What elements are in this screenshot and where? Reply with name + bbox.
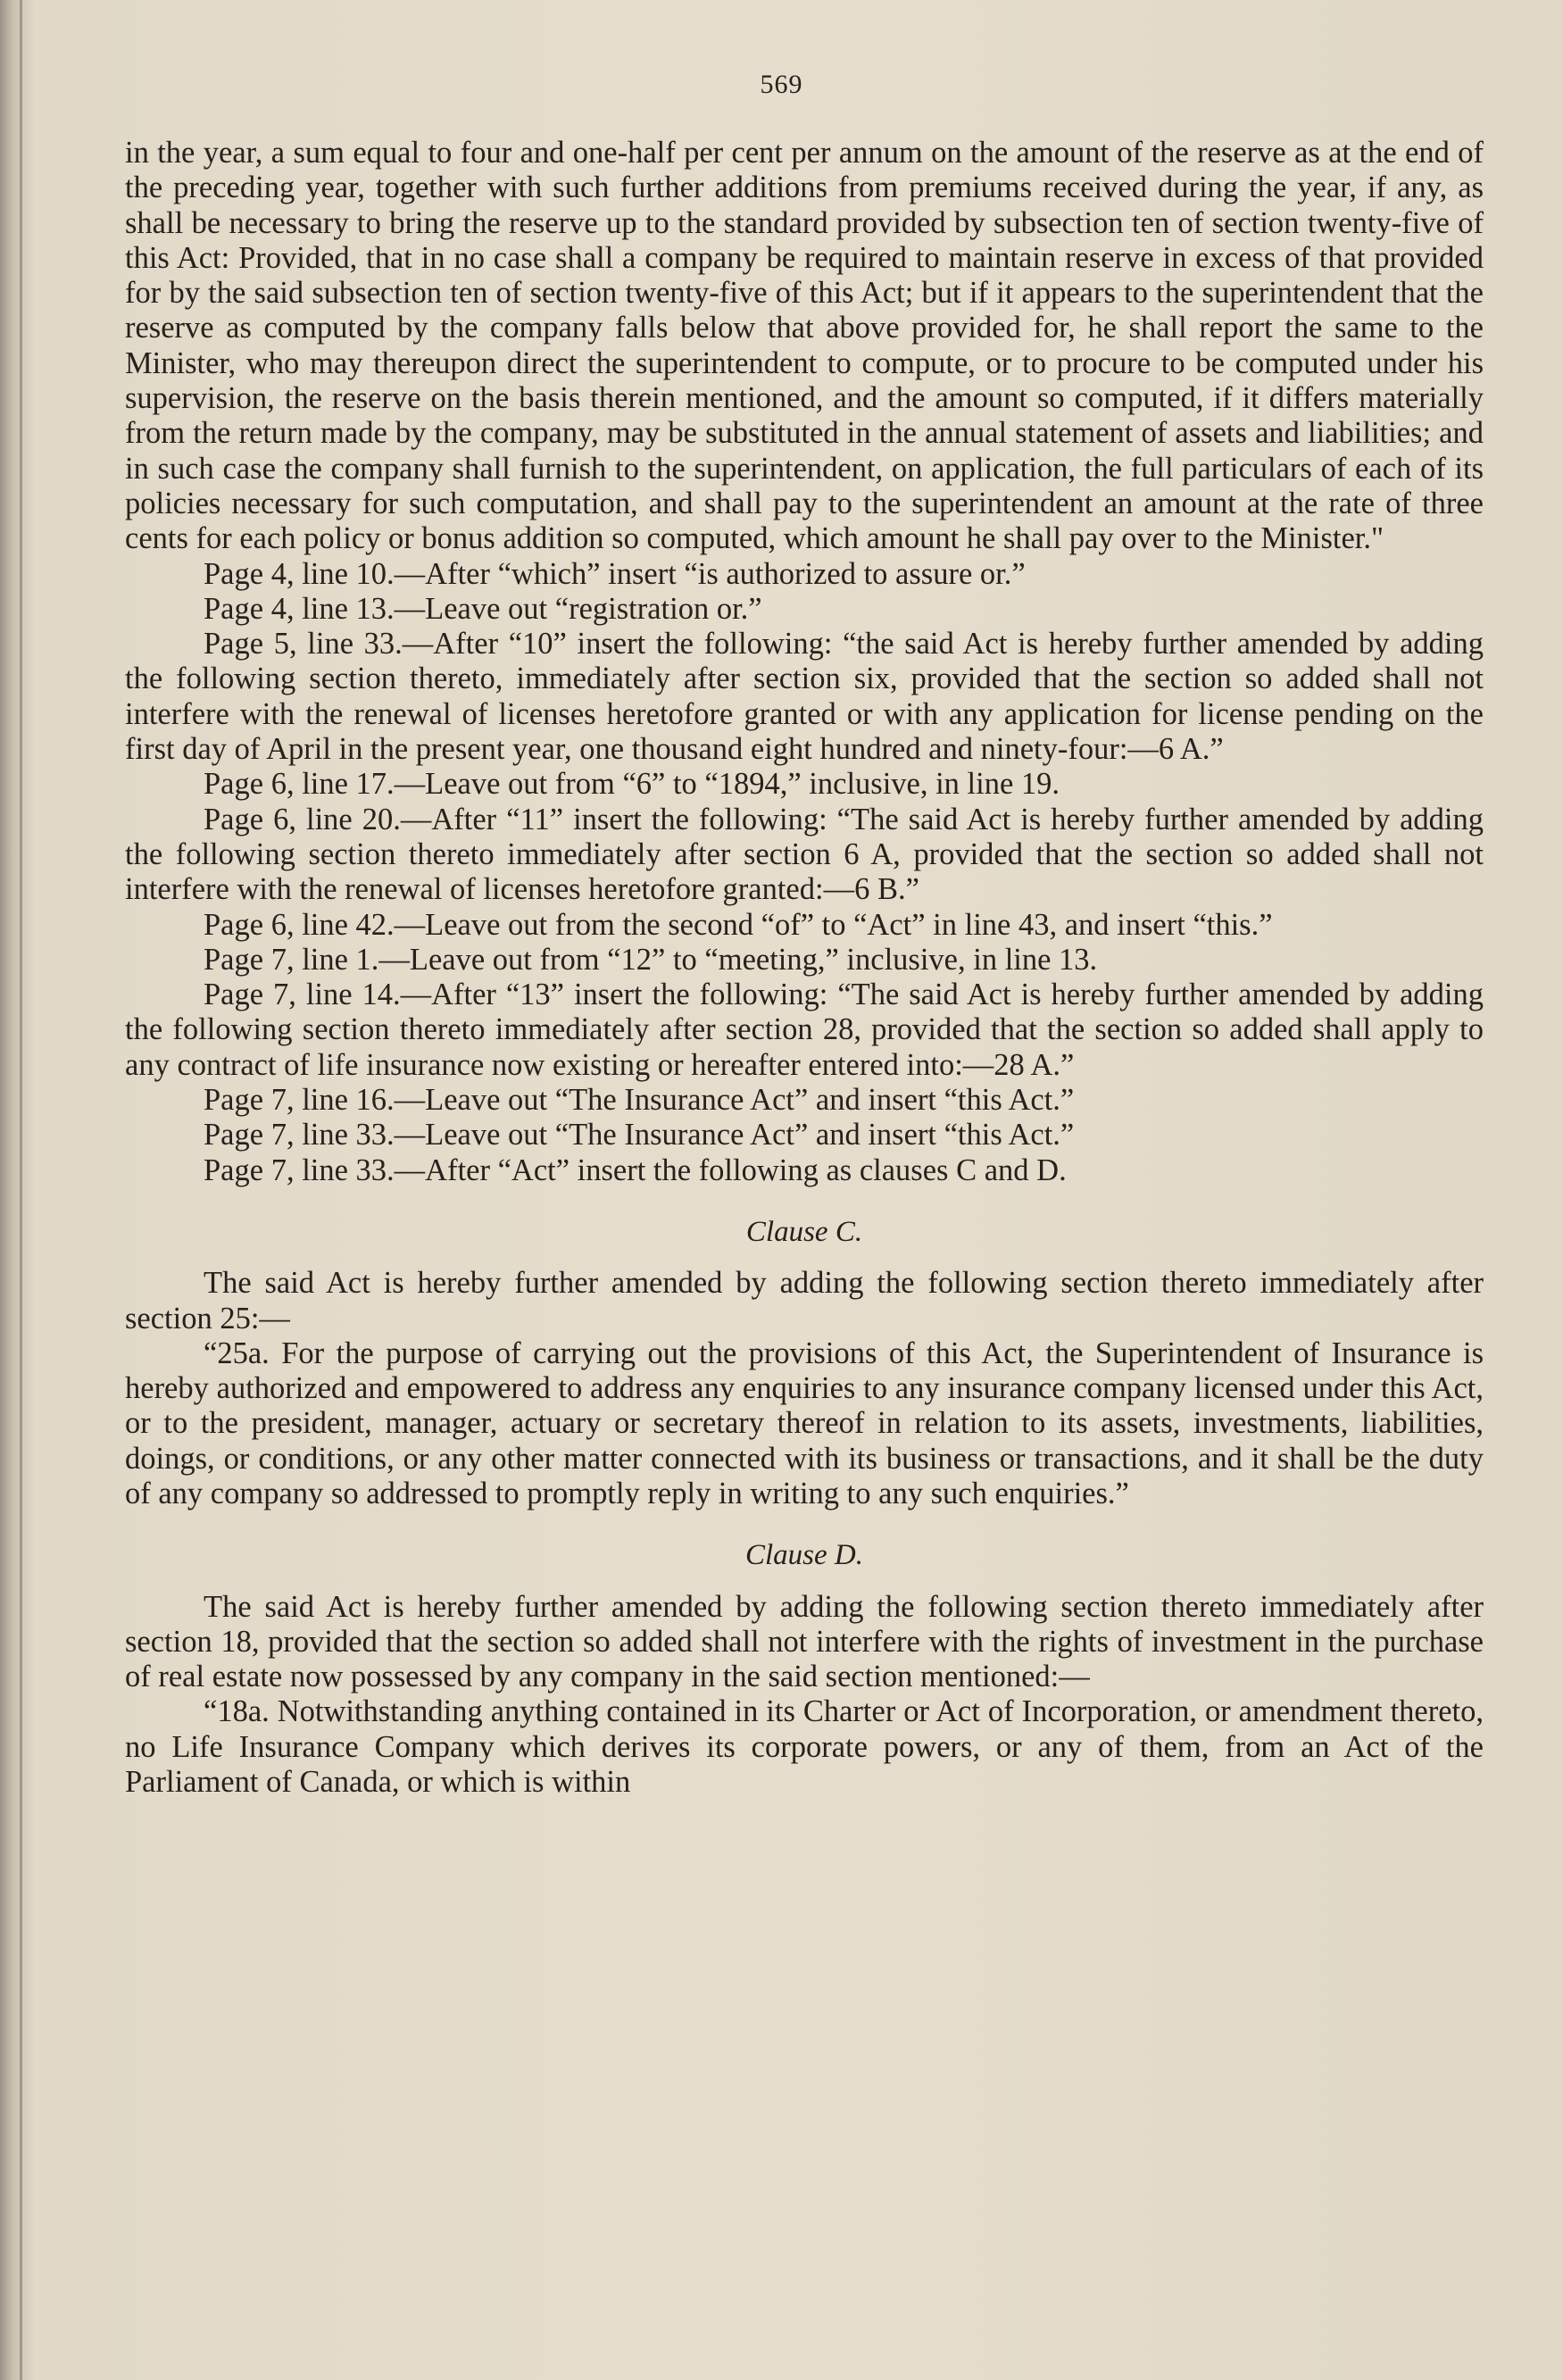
body-text [125, 136, 1484, 1800]
amendment-page7-line14: Page 7, line 14.—After “13” insert the following: “The said Act is hereby further amended by adding the following section thereto immediately after section 28, provided that the section so added shall apply to any contract of life insurance now existing or hereafter entered into:—28 A.” [125, 978, 1484, 1082]
amendment-page6-line42: Page 6, line 42.—Leave out from the second “of” to “Act” in line 43, and insert “this.” [204, 907, 1273, 942]
clause-c-intro: The said Act is hereby further amended by adding the following section thereto immediately after section 25:— [125, 1266, 1484, 1336]
clause-d-heading: Clause D. [745, 1539, 863, 1572]
clause-c-heading: Clause C. [745, 1215, 863, 1248]
clause-d-intro: The said Act is hereby further amended by adding the following section thereto immediately after section 18, provided that the section so added shall not interfere with the rights of investment in the purchase of real estate now possessed by any company in the said section mentioned:— [125, 1589, 1484, 1694]
amendment-page7-line33-b: Page 7, line 33.—After “Act” insert the following as clauses C and D. [204, 1153, 1067, 1187]
page-number: 569 [760, 70, 803, 99]
amendment-page4-line10: Page 4, line 10.—After “which” insert “is authorized to assure or.” [204, 556, 1026, 591]
binding-gutter [20, 0, 22, 2380]
paragraph-reserve: in the year, a sum equal to four and one-half per cent per annum on the amount of the reserve as at the end of the preceding year, together with such further additions from premiums received during the year, if any, as shall be necessary to bring the reserve up to the standard provided by subsection ten of section twenty-five of this Act: Provided, that in no case shall a company be required to maintain reserve in excess of that provided for by the said subsection ten of section twenty-five of this Act; but if it appears to the superintendent that the reserve as computed by the company falls below that above provided for, he shall report the same to the Minister, who may thereupon direct the superintendent to compute, or to procure to be computed under his supervision, the reserve on the basis therein mentioned, and the amount so computed, if it differs materially from the return made by the company, may be substituted in the annual statement of assets and liabilities; and in such case the company shall furnish to the superintendent, on application, the full particulars of each of its policies necessary for such computation, and shall pay to the superintendent an amount at the rate of three cents for each policy or bonus addition so computed, which amount he shall pay over to the Minister." [125, 136, 1484, 556]
amendment-page5-line33: Page 5, line 33.—After “10” insert the following: “the said Act is hereby further amended by adding the following section thereto, immediately after section six, provided that the section so added shall not interfere with the renewal of licenses heretofore granted or with any application for license pending on the first day of April in the present year, one thousand eight hundred and ninety-four:—6 A.” [125, 627, 1484, 767]
amendment-page6-line17: Page 6, line 17.—Leave out from “6” to “1894,” inclusive, in line 19. [204, 767, 1060, 802]
clause-d-body: “18a. Notwithstanding anything contained in its Charter or Act of Incorporation, or amendment thereto, no Life Insurance Company which derives its corporate powers, or any of them, from an Act of the Parliament of Canada, or which is within [125, 1694, 1484, 1800]
amendment-page7-line1: Page 7, line 1.—Leave out from “12” to “meeting,” inclusive, in line 13. [204, 942, 1098, 977]
amendment-page6-line20: Page 6, line 20.—After “11” insert the following: “The said Act is hereby further amended by adding the following section thereto immediately after section 6 A, provided that the section so added shall not interfere with the renewal of licenses heretofore granted:—6 B.” [125, 802, 1484, 907]
clause-c-body: “25a. For the purpose of carrying out the provisions of this Act, the Superintendent of Insurance is hereby authorized and empowered to address any enquiries to any insurance company licensed under this Act, or to the president, manager, actuary or secretary thereof in relation to its assets, investments, liabilities, doings, or conditions, or any other matter connected with its business or transactions, and it shall be the duty of any company so addressed to promptly reply in writing to any such enquiries.” [125, 1336, 1484, 1510]
amendment-page4-line13: Page 4, line 13.—Leave out “registration or.” [204, 591, 762, 626]
amendment-page7-line16: Page 7, line 16.—Leave out “The Insurance Act” and insert “this Act.” [204, 1083, 1075, 1118]
amendment-page7-line33-a: Page 7, line 33.—Leave out “The Insurance Act” and insert “this Act.” [204, 1118, 1075, 1153]
